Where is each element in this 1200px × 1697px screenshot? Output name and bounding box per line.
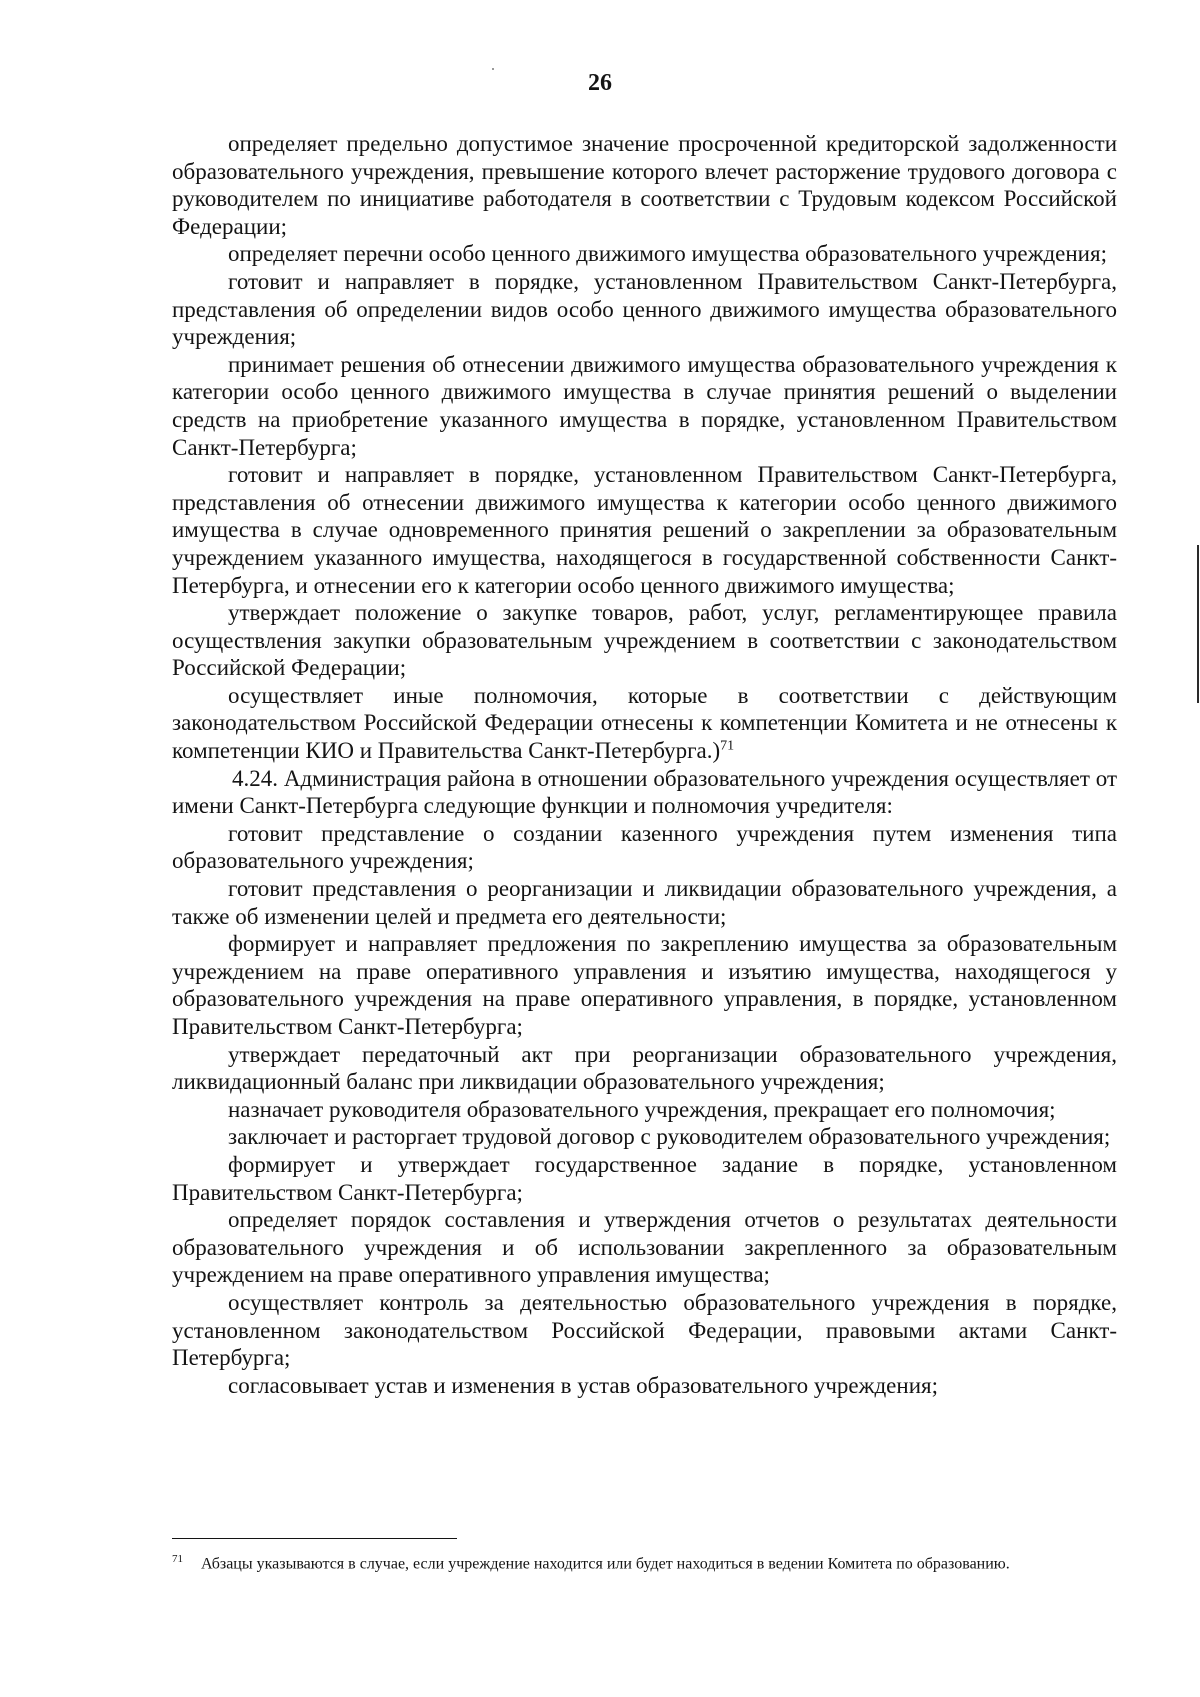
paragraph: заключает и расторгает трудовой договор с руководителем образовательного учреждения; — [228, 1124, 1111, 1150]
footnote-reference: 71 — [720, 738, 735, 754]
section-4-24: 4.24. Администрация района в отношении образовательного учреждения осуществляет от имени Санкт-Петербурга следующие функции и полномочия учредителя: — [172, 765, 1117, 819]
paragraph: готовит и направляет в порядке, установленном Правительством Санкт-Петербурга, представления об определении видов особо ценного движимого имущества образовательного учреждения; — [172, 268, 1117, 350]
paragraph: готовит представления о реорганизации и ликвидации образовательного учреждения, а также об изменении целей и предмета его деятельности; — [172, 876, 1117, 929]
footnote — [172, 1548, 1117, 1575]
paragraph: утверждает передаточный акт при реорганизации образовательного учреждения, ликвидационный баланс при ликвидации образовательного учреждения; — [172, 1041, 1117, 1095]
body-text — [172, 130, 1117, 1399]
paragraph: готовит и направляет в порядке, установленном Правительством Санкт-Петербурга, представления об отнесении движимого имущества к категории особо ценного движимого имущества в случае одновременного принятия решений о закреплении за образовательным учреждением указанного имущества, находящегося в государственной собственности Санкт-Петербурга, и отнесении его к категории особо ценного движимого имущества; — [172, 462, 1117, 598]
paragraph: готовит представление о создании казенного учреждения путем изменения типа образовательного учреждения; — [172, 820, 1117, 874]
paragraph: осуществляет контроль за деятельностью образовательного учреждения в порядке, установленном законодательством Российской Федерации, правовыми актами Санкт-Петербурга; — [172, 1289, 1117, 1371]
footnote-number: 71 — [172, 1553, 183, 1565]
paragraph: принимает решения об отнесении движимого имущества образовательного учреждения к категории особо ценного движимого имущества в случае принятия решений о выделении средств на приобретение указанного имущества в порядке, установленном Правительством Санкт-Петербурга; — [172, 351, 1117, 460]
paragraph: утверждает положение о закупке товаров, работ, услуг, регламентирующее правила осуществления закупки образовательным учреждением в соответствии с законодательством Российской Федерации; — [172, 600, 1117, 681]
paragraph: назначает руководителя образовательного учреждения, прекращает его полномочия; — [228, 1096, 1056, 1122]
footnote-text: Абзацы указываются в случае, если учреждение находится или будет находиться в ведении Комитета по образованию. — [201, 1555, 1010, 1573]
paragraph-text: осуществляет иные полномочия, которые в соответствии с действующим законодательством Российской Федерации отнесены к компетенции Комитета и не отнесены к компетенции КИО и Правительства Санкт-Петербурга.) — [172, 682, 1117, 764]
scan-edge-mark — [1197, 545, 1199, 703]
paragraph: формирует и утверждает государственное задание в порядке, установленном Правительством Санкт-Петербурга; — [172, 1151, 1117, 1205]
paragraph: формирует и направляет предложения по закреплению имущества за образовательным учреждением на праве оперативного управления и изъятию имущества, находящегося у образовательного учреждения на праве оперативного управления, в порядке, установленном Правительством Санкт-Петербурга; — [172, 931, 1117, 1039]
page-number: 26 — [588, 70, 612, 96]
paragraph: определяет перечни особо ценного движимого имущества образовательного учреждения; — [228, 241, 1107, 267]
paragraph: определяет порядок составления и утверждения отчетов о результатах деятельности образовательного учреждения и об использовании закрепленного за образовательным учреждением на праве оперативного управления имущества; — [172, 1207, 1117, 1288]
paragraph: согласовывает устав и изменения в устав образовательного учреждения; — [228, 1372, 938, 1398]
paragraph-with-footnote — [172, 682, 1117, 765]
paragraph: определяет предельно допустимое значение просроченной кредиторской задолженности образовательного учреждения, превышение которого влечет расторжение трудового договора с руководителем по инициативе работодателя в соответствии с Трудовым кодексом Российской Федерации; — [172, 131, 1117, 239]
footnote-divider — [172, 1538, 457, 1539]
